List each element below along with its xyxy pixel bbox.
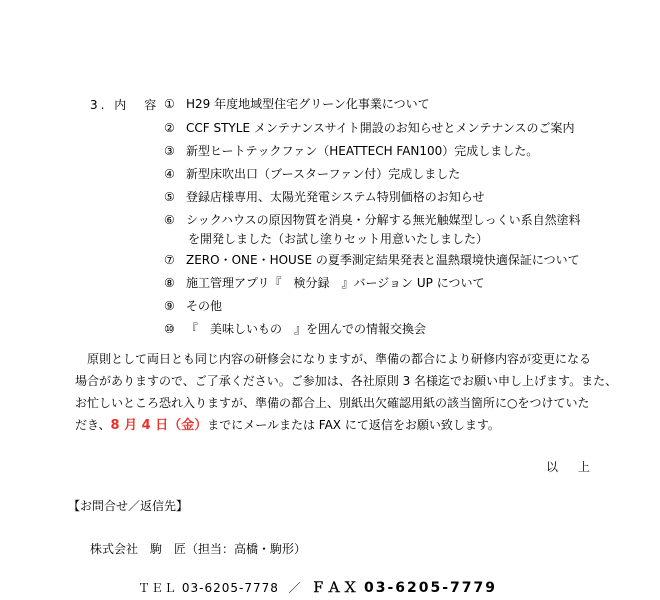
section-label: 3. 内 容 xyxy=(90,98,160,112)
item-number: ① xyxy=(164,97,175,111)
list-item xyxy=(164,297,222,315)
paragraph-line: 原則として両日とも同じ内容の研修会になりますが、準備の都合により研修内容が変更になる xyxy=(75,352,592,366)
list-item xyxy=(164,165,460,183)
item-text: 登録店様専用、太陽光発電システム特別価格のお知らせ xyxy=(186,190,485,204)
paragraph-line-4 xyxy=(75,414,595,437)
item-text: ZERO・ONE・HOUSE の夏季測定結果発表と温熱環境快適保証について xyxy=(186,253,580,267)
list-item-continuation: を開発しました（お試し塗りセット用意いたしました） xyxy=(188,232,489,246)
list-item xyxy=(164,142,538,160)
item-number: ⑦ xyxy=(164,253,175,267)
fax-number: 03-6205-7779 xyxy=(363,580,498,596)
list-item xyxy=(164,274,484,292)
item-number: ⑥ xyxy=(164,213,175,227)
item-number: ④ xyxy=(164,167,175,181)
item-number: ⑤ xyxy=(164,190,175,204)
item-text: シックハウスの原因物質を消臭・分解する無光触媒型しっくい系自然塗料 xyxy=(186,213,581,227)
contact-numbers xyxy=(138,577,497,597)
item-text: 新型床吹出口（ブースターファン付）完成しました xyxy=(186,167,461,181)
item-text: 施工管理アプリ『 検分録 』バージョン UP について xyxy=(186,276,485,290)
list-item xyxy=(164,95,430,113)
fax-label: ＦＡＸ xyxy=(311,580,360,596)
list-item xyxy=(164,251,580,269)
reply-deadline: 8 月 4 日（金） xyxy=(110,418,208,433)
list-item xyxy=(164,320,426,338)
item-text: その他 xyxy=(186,299,223,313)
item-number: ⑧ xyxy=(164,276,175,290)
item-text: H29 年度地域型住宅グリーン化事業について xyxy=(186,97,430,111)
closing-mark: 以 上 xyxy=(546,460,598,474)
paragraph-text: だき、 xyxy=(75,418,111,432)
paragraph-line: 場合がありますので、ご了承ください。ご参加は、各社原則 3 名様迄でお願い申し上げます。また、 xyxy=(75,374,618,388)
item-number: ⑨ xyxy=(164,299,175,313)
item-number: ② xyxy=(164,121,175,135)
company-name: 株式会社 駒 匠（担当：高橋・駒形） xyxy=(90,542,307,556)
item-number: ③ xyxy=(164,144,175,158)
contact-heading: 【お問合せ／返信先】 xyxy=(68,499,189,513)
separator: ／ xyxy=(288,581,302,595)
item-number: ⑩ xyxy=(164,322,175,336)
item-text: 『 美味しいもの 』を囲んでの情報交換会 xyxy=(186,322,427,336)
item-text: 新型ヒートテックファン（HEATTECH FAN100）完成しました。 xyxy=(186,144,539,158)
paragraph-line: お忙しいところ恐れ入りますが、準備の都合上、別紙出欠確認用紙の該当箇所に○をつけていた xyxy=(75,396,590,410)
list-item xyxy=(164,211,581,229)
list-item xyxy=(164,119,574,137)
notice-paragraph xyxy=(75,348,618,437)
tel-number: 03-6205-7778 xyxy=(181,581,279,595)
item-text: CCF STYLE メンテナンスサイト開設のお知らせとメンテナンスのご案内 xyxy=(186,121,575,135)
tel-label: ＴＥＬ xyxy=(138,581,178,595)
paragraph-text: までにメールまたは FAX にて返信をお願い致します。 xyxy=(207,418,500,432)
list-item xyxy=(164,188,484,206)
